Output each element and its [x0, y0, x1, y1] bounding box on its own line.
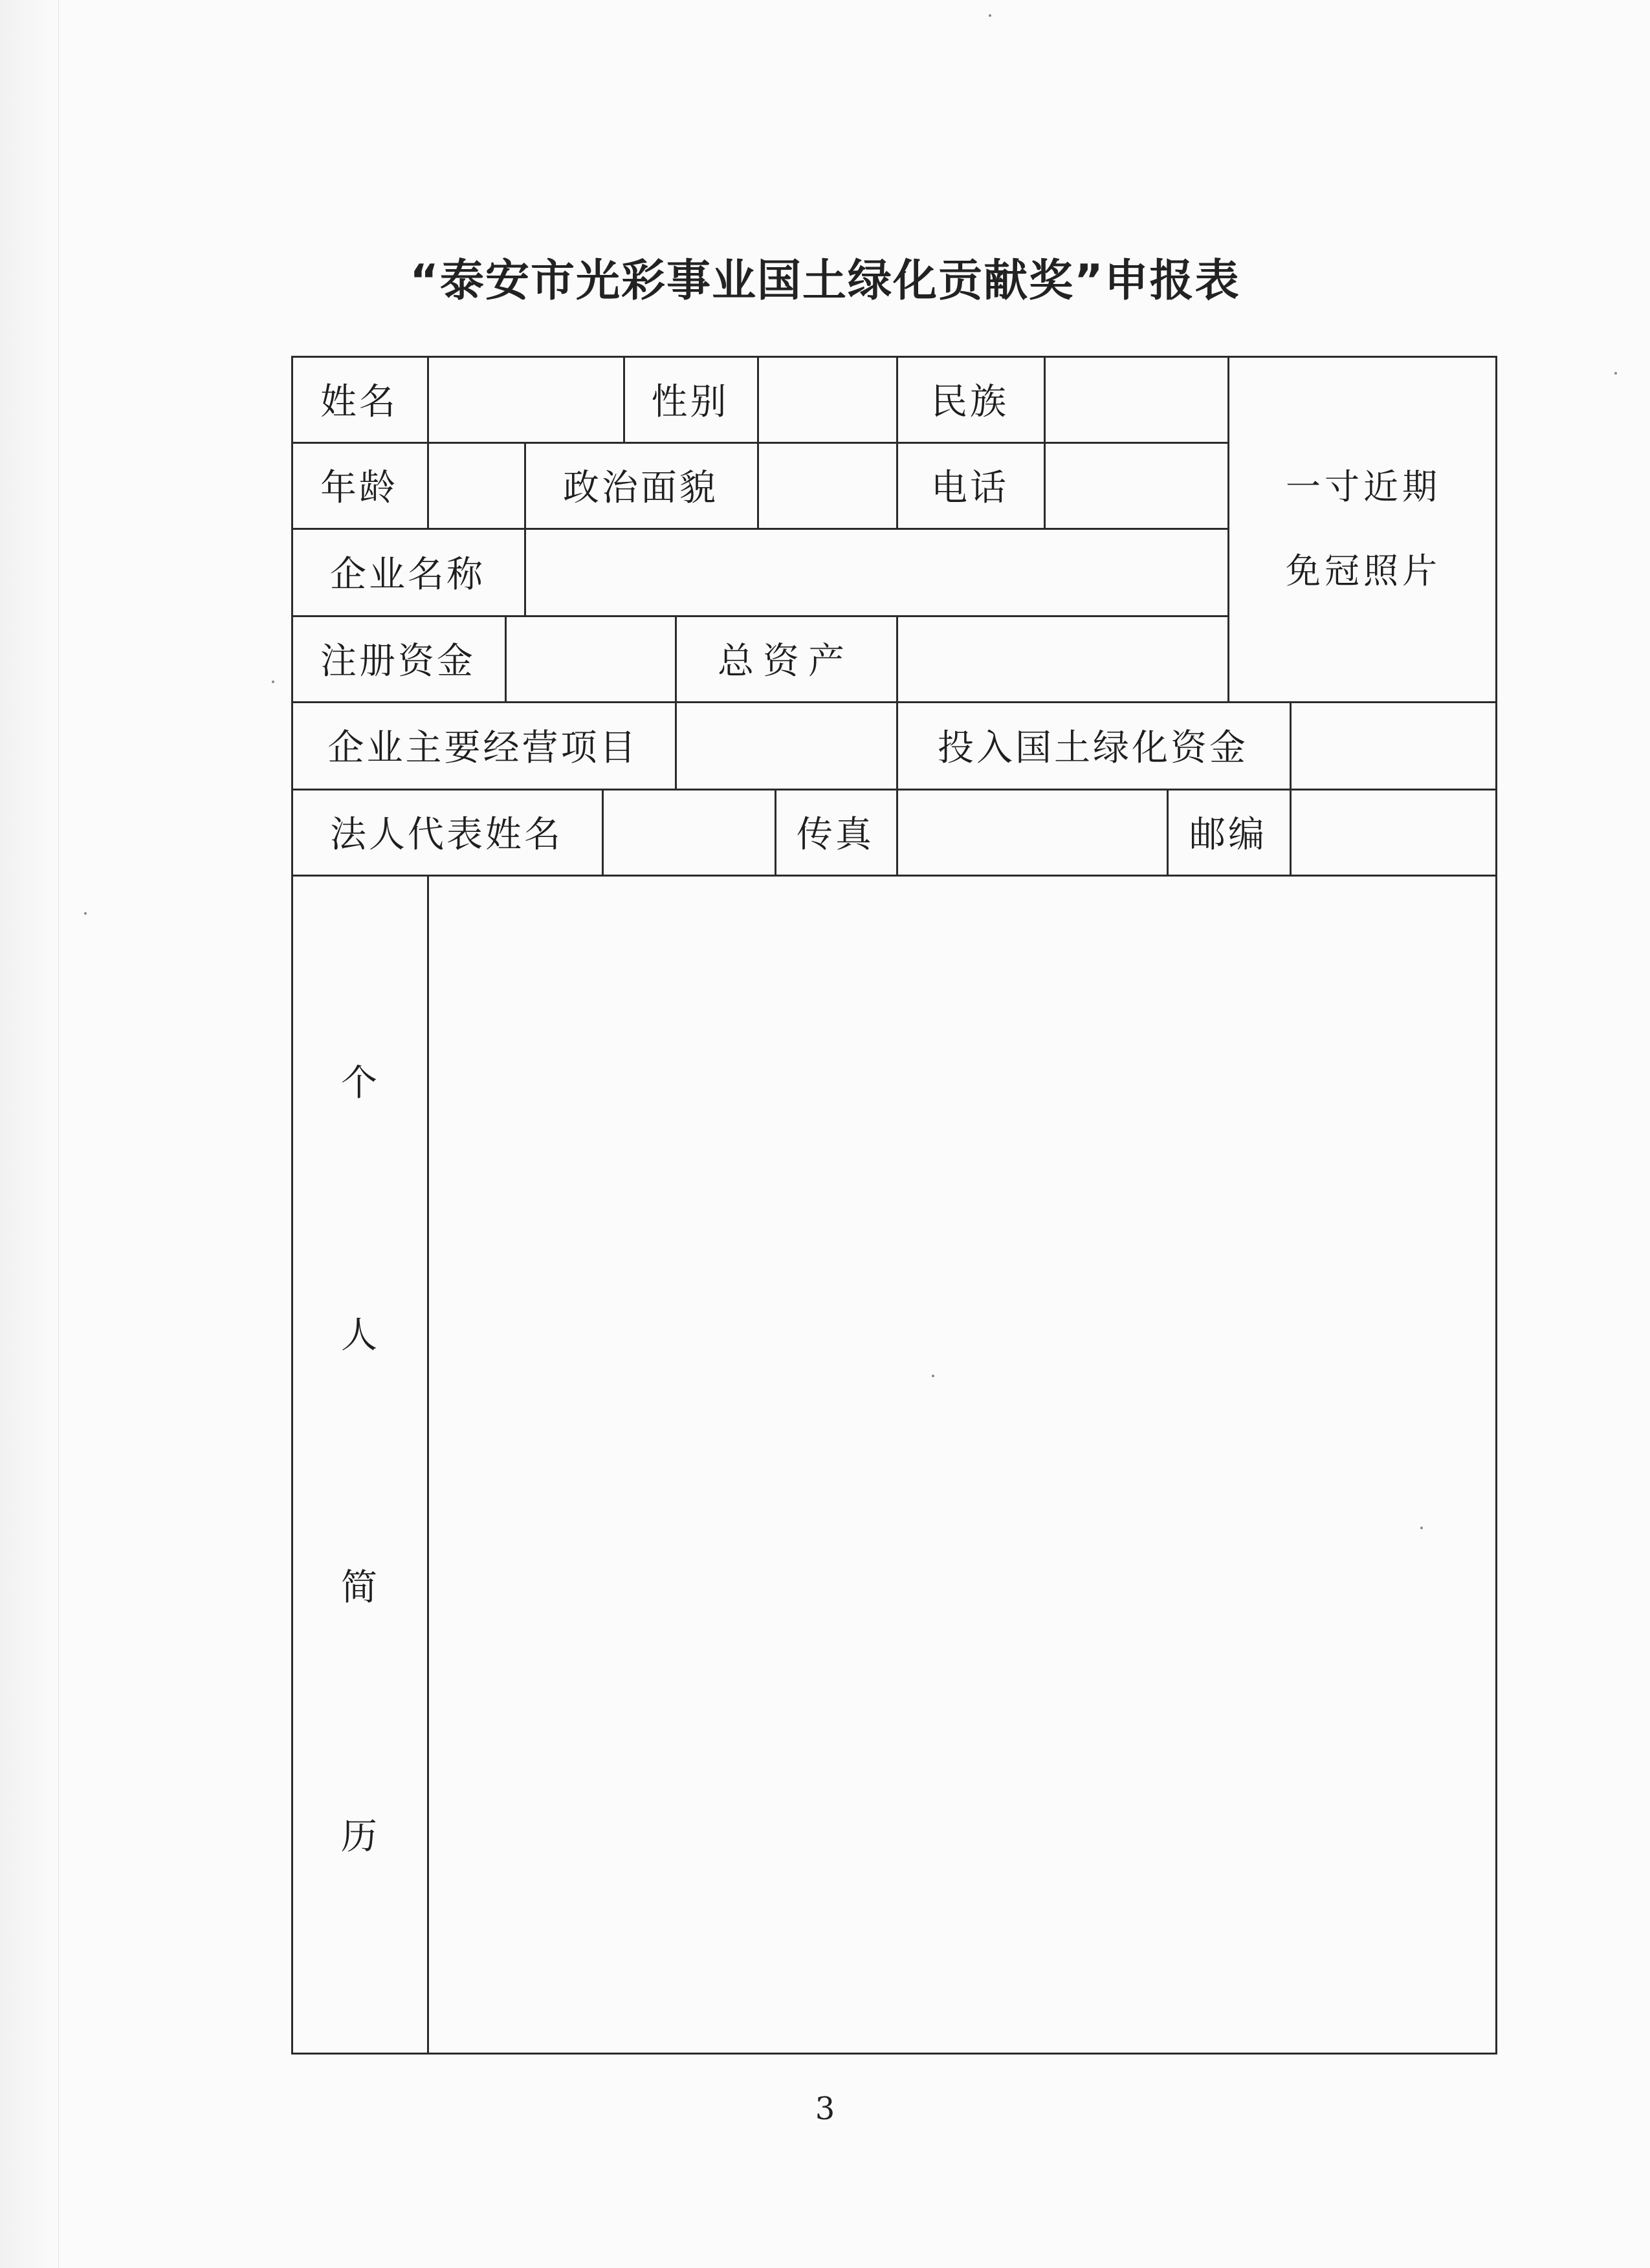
- scan-speck: [84, 912, 87, 915]
- gender-field[interactable]: [759, 358, 896, 442]
- photo-instruction-line-1: 一寸近期: [1286, 466, 1441, 507]
- phone-field[interactable]: [1046, 444, 1227, 528]
- company-name-label: 企业名称: [330, 553, 485, 596]
- resume-label-char-4: 历: [341, 1816, 377, 1858]
- scan-speck: [1420, 1527, 1423, 1529]
- registered-capital-label: 注册资金: [320, 640, 476, 682]
- form-title: “泰安市光彩事业国土绿化贡献奖”申报表: [410, 256, 1240, 307]
- postcode-field[interactable]: [1292, 791, 1495, 875]
- application-form-table: [291, 356, 1497, 2055]
- fax-field[interactable]: [898, 791, 1167, 875]
- ethnicity-label: 民族: [931, 380, 1009, 423]
- main-business-label: 企业主要经营项目: [327, 726, 639, 769]
- resume-label-char-1: 个: [341, 1062, 377, 1104]
- registered-capital-field[interactable]: [507, 617, 675, 701]
- name-field[interactable]: [429, 358, 623, 442]
- total-assets-field[interactable]: [898, 617, 1227, 701]
- greening-investment-label: 投入国土绿化资金: [938, 726, 1248, 769]
- personal-resume-field[interactable]: [429, 877, 1495, 2053]
- resume-label-char-3: 简: [341, 1567, 377, 1609]
- scan-speck: [932, 1375, 934, 1377]
- greening-investment-field[interactable]: [1292, 703, 1495, 789]
- legal-rep-name-label: 法人代表姓名: [330, 813, 563, 856]
- photo-placeholder[interactable]: [1229, 358, 1495, 701]
- table-border-bottom: [291, 2053, 1497, 2055]
- legal-rep-name-field[interactable]: [604, 791, 775, 875]
- phone-label: 电话: [931, 466, 1009, 509]
- postcode-label: 邮编: [1189, 813, 1267, 856]
- scan-speck: [272, 681, 274, 683]
- main-business-field[interactable]: [677, 703, 896, 789]
- total-assets-label: 总资产: [718, 640, 853, 682]
- fax-label: 传真: [797, 813, 874, 856]
- scan-speck: [989, 14, 991, 17]
- resume-label-char-2: 人: [341, 1314, 377, 1357]
- political-status-label: 政治面貌: [563, 466, 718, 509]
- age-label: 年龄: [320, 466, 398, 509]
- table-border-right: [1495, 356, 1497, 2055]
- company-name-field[interactable]: [526, 530, 1227, 615]
- photo-instruction-line-2: 免冠照片: [1286, 551, 1441, 591]
- gender-label: 性别: [651, 380, 729, 423]
- page-number: 3: [815, 2091, 835, 2127]
- name-label: 姓名: [320, 380, 398, 423]
- ethnicity-field[interactable]: [1046, 358, 1227, 442]
- age-field[interactable]: [429, 444, 524, 528]
- political-status-field[interactable]: [759, 444, 896, 528]
- page-stack-edge: [0, 0, 59, 2268]
- scan-speck: [1614, 372, 1617, 375]
